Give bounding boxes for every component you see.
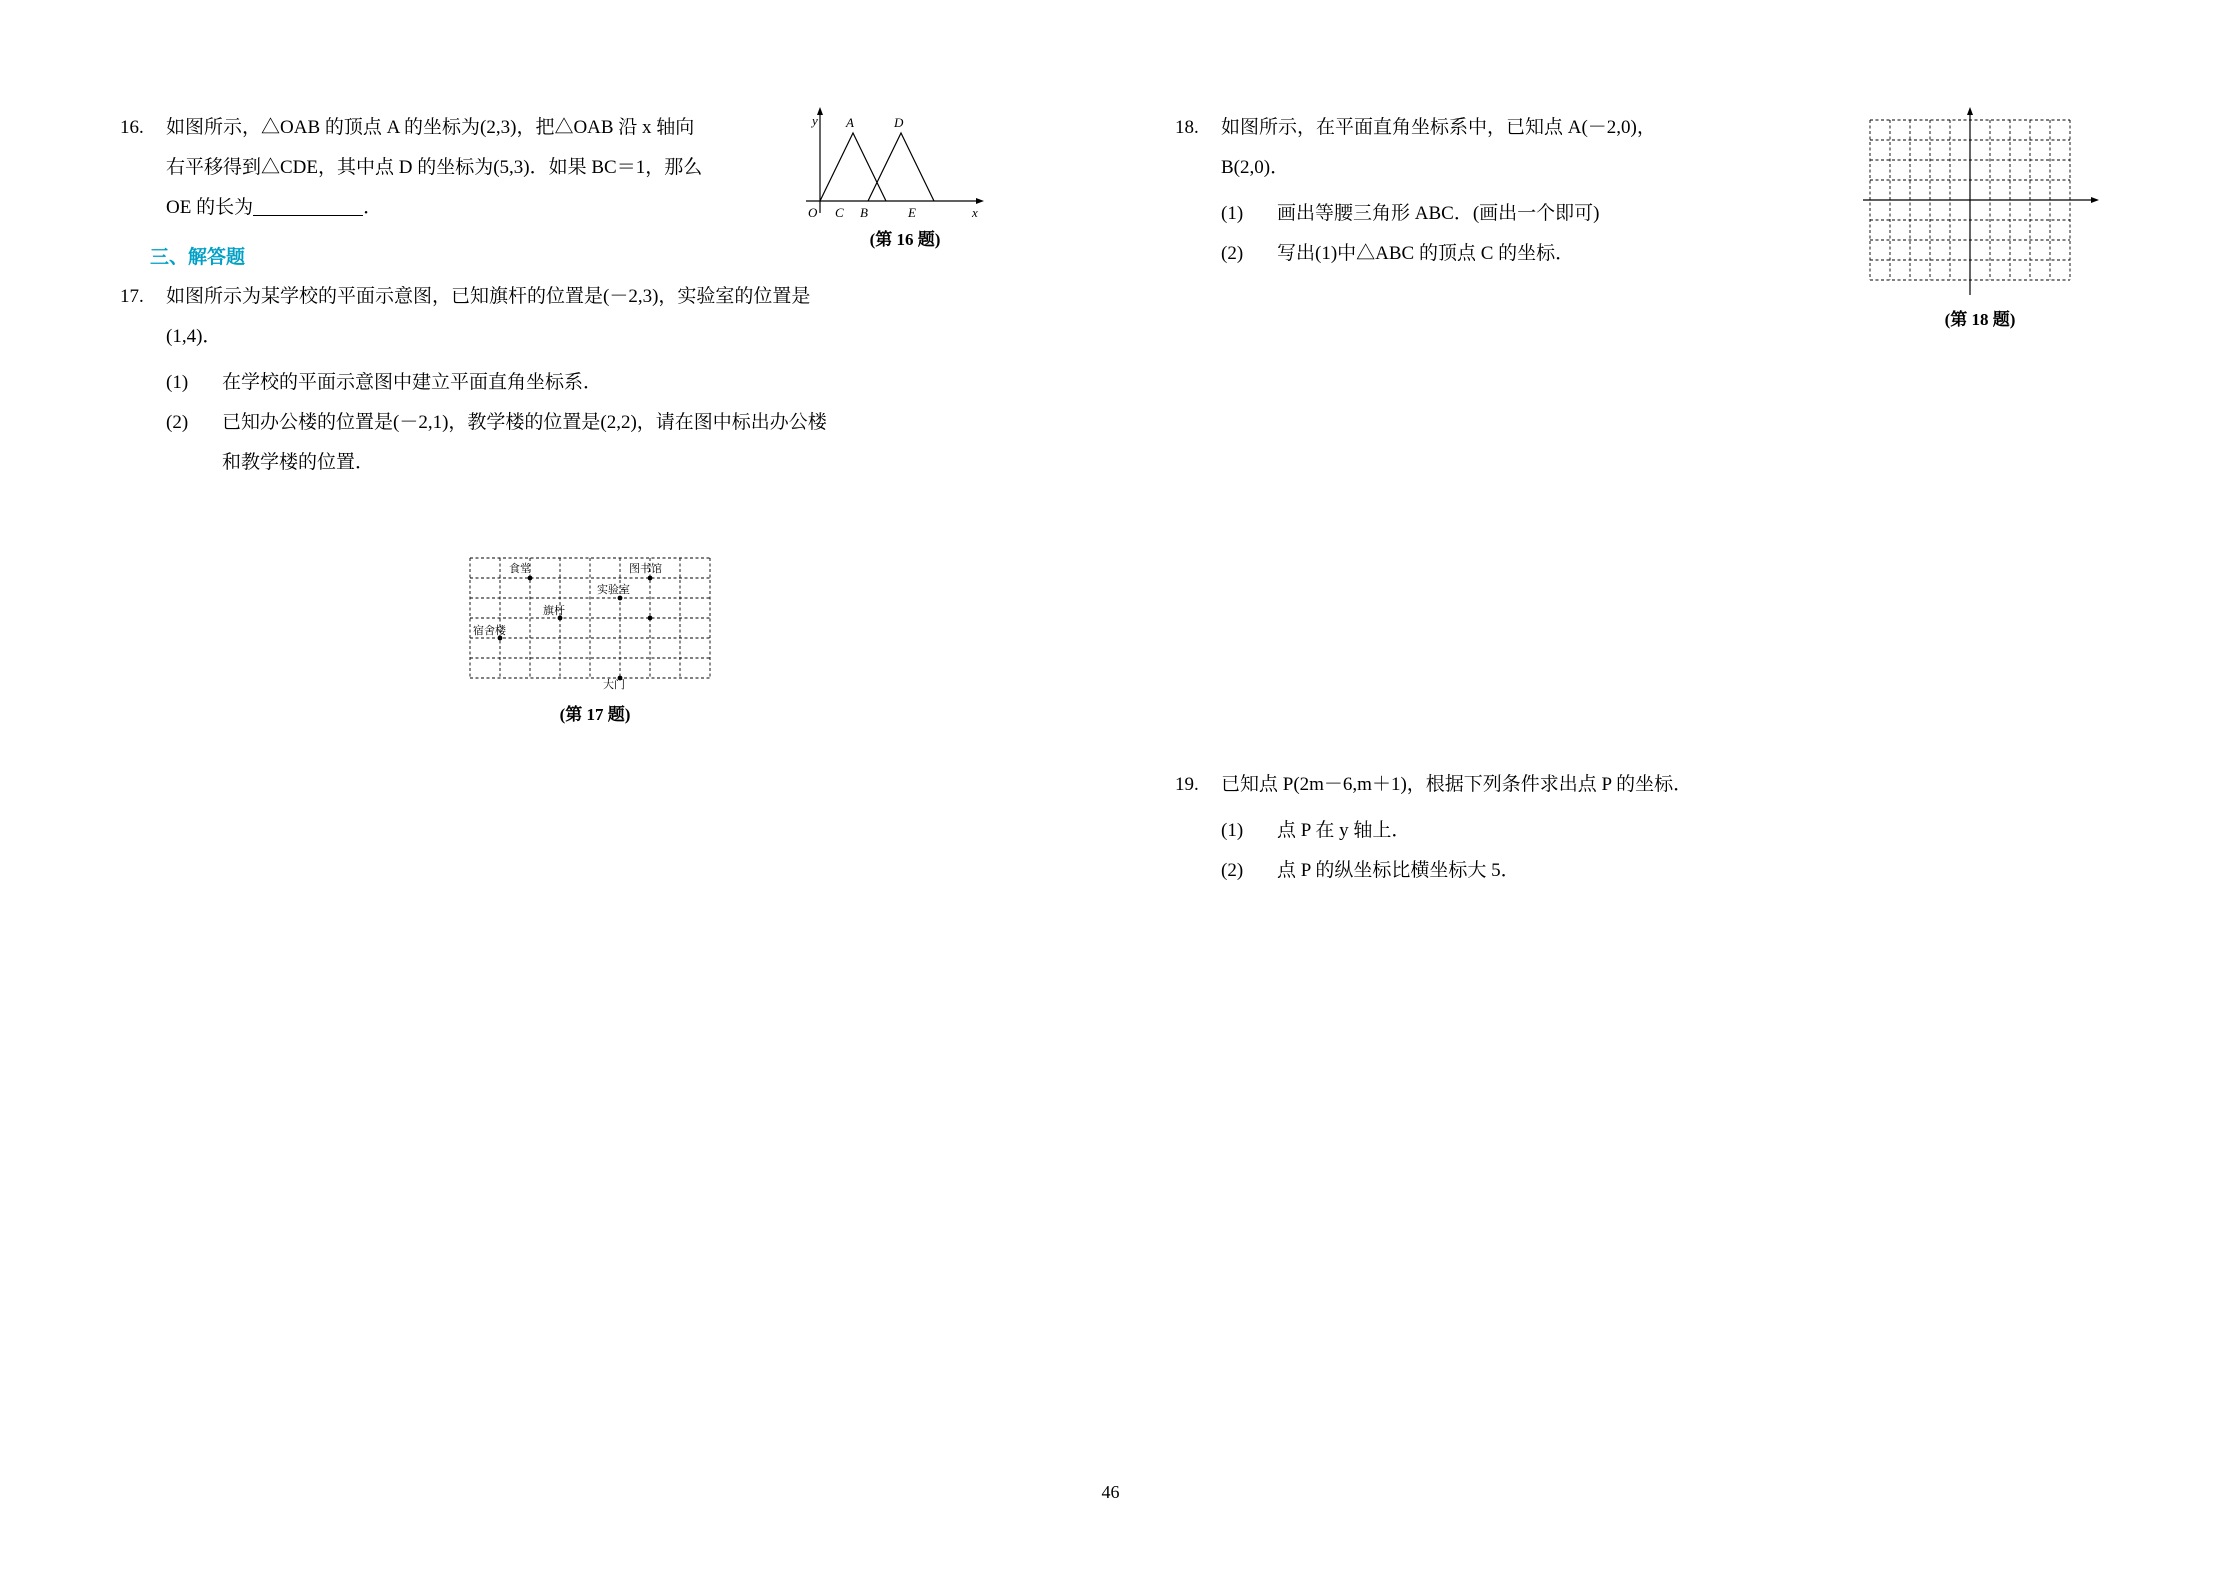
svg-text:D: D [894, 115, 904, 130]
svg-text:O: O [808, 205, 818, 220]
question-17-sub-1-text: 在学校的平面示意图中建立平面直角坐标系． [222, 372, 603, 393]
question-17-sub-1 [166, 363, 1070, 403]
question-17-line-1: 如图所示为某学校的平面示意图，已知旗杆的位置是(－2,3)，实验室的位置是 [166, 286, 811, 307]
question-17-line-2: (1,4)． [166, 326, 222, 347]
question-19-sub-1 [1221, 811, 2125, 851]
question-16-period: ． [363, 197, 383, 218]
svg-text:大门: 大门 [603, 679, 625, 691]
question-16-line-2: 右平移得到△CDE，其中点 D 的坐标为(5,3)．如果 BC＝1，那么 [166, 157, 703, 178]
svg-text:C: C [835, 205, 844, 220]
question-19-head [1175, 765, 2125, 805]
question-17-sub-1-label: (1) [166, 372, 189, 393]
svg-text:y: y [812, 113, 818, 128]
svg-text:实验室: 实验室 [597, 584, 630, 596]
question-17-sub-2-cont: 和教学楼的位置． [222, 452, 375, 473]
question-16-line-3-text: OE 的长为 [166, 197, 254, 218]
question-18-line-1: 如图所示，在平面直角坐标系中，已知点 A(－2,0)， [1221, 117, 1656, 138]
figure-17-caption: (第 17 题) [559, 705, 631, 724]
page-number: 46 [1101, 1482, 1120, 1502]
figure-18-caption: (第 18 题) [1944, 310, 2016, 329]
svg-text:宿舍楼: 宿舍楼 [473, 625, 506, 637]
figure-16-caption: (第 16 题) [869, 230, 941, 249]
question-19-sub-2 [1221, 851, 2125, 891]
svg-text:食堂: 食堂 [509, 563, 531, 575]
question-18-sub-1-text: 画出等腰三角形 ABC．(画出一个即可) [1277, 203, 1600, 224]
question-19-sub-1-text: 点 P 在 y 轴上． [1277, 820, 1411, 841]
question-19-body [1221, 765, 2125, 805]
question-18-sub-2-label: (2) [1221, 243, 1244, 264]
question-19-number: 19. [1175, 774, 1199, 795]
question-18-number: 18. [1175, 117, 1199, 138]
question-19 [1175, 765, 2125, 891]
question-19-sub-2-label: (2) [1221, 860, 1244, 881]
question-17-body [166, 277, 1070, 357]
question-16-number: 16. [120, 117, 144, 138]
question-18-line-2: B(2,0)． [1221, 157, 1290, 178]
figure-18-coordinate-grid [1855, 105, 2105, 305]
answer-blank-16[interactable] [253, 196, 363, 216]
question-17-sub-2-text: 已知办公楼的位置是(－2,1)，教学楼的位置是(2,2)，请在图中标出办公楼 [222, 412, 827, 433]
question-17-number: 17. [120, 286, 144, 307]
svg-text:B: B [860, 205, 868, 220]
section-heading: 三、解答题 [150, 247, 246, 268]
question-17-sub-2 [166, 403, 1070, 443]
figure-16-diagram [790, 105, 1020, 225]
svg-text:A: A [846, 115, 854, 130]
question-17-sub-2-label: (2) [166, 412, 189, 433]
figure-16 [790, 105, 1020, 255]
svg-text:旗杆: 旗杆 [543, 605, 565, 617]
question-19-line-1: 已知点 P(2m－6,m＋1)，根据下列条件求出点 P 的坐标． [1221, 774, 1693, 795]
figure-18 [1855, 105, 2105, 335]
figure-17-school-map [465, 548, 725, 698]
figure-17 [465, 548, 725, 728]
svg-text:E: E [908, 205, 916, 220]
question-19-sub-1-label: (1) [1221, 820, 1244, 841]
question-18-sub-2-text: 写出(1)中△ABC 的顶点 C 的坐标． [1277, 243, 1575, 264]
question-19-sub-2-text: 点 P 的纵坐标比横坐标大 5． [1277, 860, 1520, 881]
question-16-line-1: 如图所示，△OAB 的顶点 A 的坐标为(2,3)，把△OAB 沿 x 轴向 [166, 117, 695, 138]
svg-text:图书馆: 图书馆 [629, 563, 662, 575]
question-18-sub-1-label: (1) [1221, 203, 1244, 224]
svg-text:x: x [972, 205, 978, 220]
question-17 [120, 277, 1070, 357]
